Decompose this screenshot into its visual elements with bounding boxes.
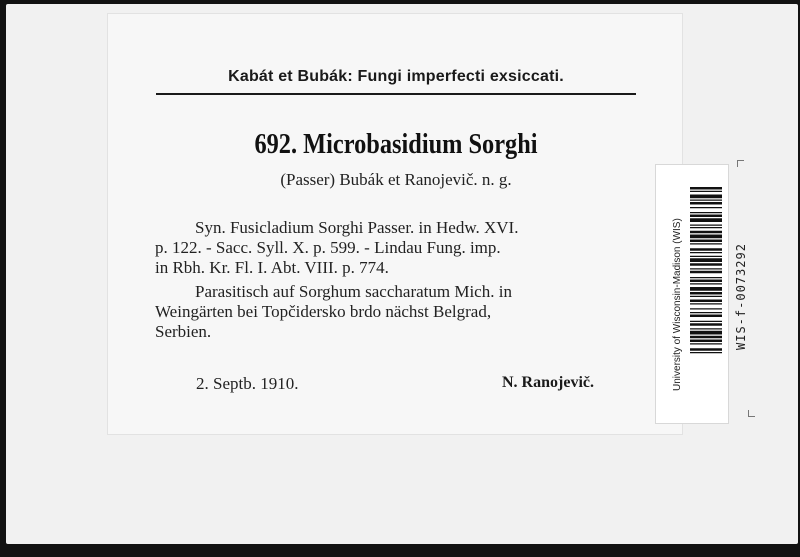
collection-date: 2. Septb. 1910. [196,374,299,393]
barcode-bar [690,212,722,213]
crop-mark [748,410,755,417]
barcode-bar [690,191,722,192]
barcode-bar [690,300,722,303]
barcode-bar [690,195,722,199]
barcode-institution: University of Wisconsin-Madison (WIS) [672,218,683,391]
barcode-bar [690,312,722,313]
barcode-bar [690,215,722,218]
header-rule [156,93,636,95]
barcode-bar [690,303,722,304]
species-title: 692. Microbasidium Sorghi [254,128,538,160]
barcode-bar [690,252,722,253]
species-authority: (Passer) Bubák et Ranojevič. n. g. [280,170,512,189]
barcode-bar [690,248,722,251]
barcode-bar [690,207,722,208]
barcode-bar [690,187,722,190]
barcode-bar [690,218,722,222]
barcode-bar [690,283,722,284]
barcode-bar [690,348,722,351]
collector-name: N. Ranojevič. [502,374,594,391]
synonymy-line: p. 122. - Sacc. Syll. X. p. 599. - Lindau Fung. imp. [155,238,501,257]
series-header: Kabát et Bubák: Fungi imperfecti exsiccati. [228,68,564,85]
barcode-bar [690,225,722,226]
barcode-bar [690,263,722,266]
habitat-line: Parasitisch auf Sorghum saccharatum Mich. in [195,282,512,301]
specimen-label [108,14,682,434]
barcode-bar [690,243,722,244]
barcode-bar [690,340,722,343]
barcode-bar [690,292,722,295]
barcode-label [656,165,728,423]
crop-mark [737,160,744,167]
barcode-bar [690,227,722,228]
barcode-number: WIS-f-0073292 [734,243,748,350]
barcode-bar [690,256,722,257]
barcode-bar [690,271,722,274]
barcode-bar [690,323,722,326]
barcode-bar [690,280,722,283]
habitat-line: Weingärten bei Topčidersko brdo nächst Belgrad, [155,302,492,321]
barcode-bar [690,343,722,344]
habitat-line: Serbien. [155,322,212,341]
barcode-bar [690,331,722,335]
barcode-bar [690,240,722,243]
barcode-bar [690,296,722,297]
barcode-bar [690,328,722,329]
barcode-bar [690,235,722,239]
barcode-bar [690,231,722,234]
barcode-bar [690,287,722,291]
habitat-paragraph [155,282,685,342]
barcode-bar [690,336,722,339]
barcode-bar [690,277,722,278]
synonymy-line: in Rbh. Kr. Fl. I. Abt. VIII. p. 774. [155,258,389,277]
barcode-bar [690,202,722,205]
synonymy-paragraph [155,218,685,278]
barcode-bar [690,321,722,322]
barcode-bar [690,315,722,318]
synonymy-line: Syn. Fusicladium Sorghi Passer. in Hedw. XVI. [195,218,519,237]
barcode-bar [690,258,722,262]
barcode-bar [690,308,722,309]
barcode-bar [690,352,722,353]
barcode-bar [690,200,722,201]
barcode-icon [656,165,728,423]
barcode-bar [690,268,722,269]
